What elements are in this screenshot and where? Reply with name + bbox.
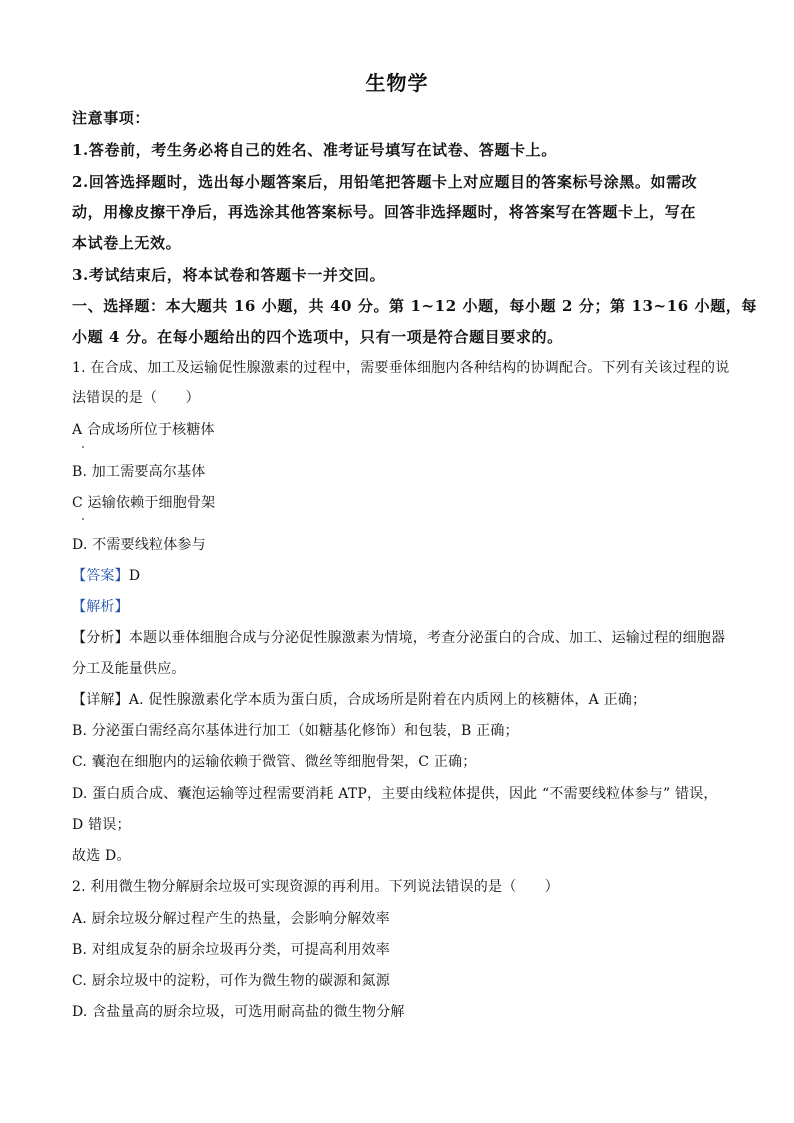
q1-answer (72, 566, 722, 586)
q1-option-b: B. 加工需要高尔基体 (72, 464, 206, 480)
q1-conclusion: 故选 D。 (72, 848, 131, 864)
q1-fenxi-line-1 (72, 628, 726, 648)
xiangjie-a-text: A. 促性腺激素化学本质为蛋白质，合成场所是附着在内质网上的核糖体，A 正确； (128, 692, 647, 708)
notice-item-2-line-2: 动，用橡皮擦干净后，再选涂其他答案标号。回答非选择题时，将答案写在答题卡上，写在 (72, 203, 697, 221)
q2-option-c: C. 厨余垃圾中的淀粉，可作为微生物的碳源和氮源 (72, 973, 390, 989)
q2-option-d: D. 含盐量高的厨余垃圾，可选用耐高盐的微生物分解 (72, 1004, 405, 1020)
q1-xiangjie-c: C. 囊泡在细胞内的运输依赖于微管、微丝等细胞骨架，C 正确； (72, 754, 477, 770)
q1-xiangjie-a (72, 690, 722, 710)
notice-item-1: 1.答卷前，考生务必将自己的姓名、准考证号填写在试卷、答题卡上。 (72, 141, 557, 159)
q1-fenxi-line-2: 分工及能量供应。 (72, 661, 186, 677)
q1-xiangjie-b: B. 分泌蛋白需经高尔基体进行加工（如糖基化修饰）和包装，B 正确； (72, 723, 519, 739)
q1-option-a: A 合成场所位于核糖体 (72, 422, 215, 438)
section-heading-line-1: 一、选择题：本大题共 16 小题，共 40 分。第 1~12 小题，每小题 2 分；第 13~16 小题，每 (72, 297, 758, 315)
q2-option-b: B. 对组成复杂的厨余垃圾再分类，可提高利用效率 (72, 942, 390, 958)
q1-option-d: D. 不需要线粒体参与 (72, 537, 206, 553)
q1-option-c: C 运输依赖于细胞骨架 (72, 495, 216, 511)
section-heading-line-2: 小题 4 分。在每小题给出的四个选项中，只有一项是符合题目要求的。 (72, 328, 563, 346)
answer-value: D (128, 568, 141, 584)
decorative-dot (82, 446, 84, 448)
q2-option-a: A. 厨余垃圾分解过程产生的热量，会影响分解效率 (72, 911, 390, 927)
decorative-dot (82, 518, 84, 520)
xiangjie-label: 【详解】 (72, 692, 129, 708)
q1-stem-line-1: 1. 在合成、加工及运输促性腺激素的过程中，需要垂体细胞内各种结构的协调配合。下列有关该过程的说 (72, 360, 730, 376)
q1-xiangjie-d-line-2: D 错误； (72, 817, 131, 833)
q2-stem: 2. 利用微生物分解厨余垃圾可实现资源的再利用。下列说法错误的是（ ） (72, 879, 560, 895)
notice-item-3: 3.考试结束后，将本试卷和答题卡一并交回。 (72, 266, 386, 284)
notice-item-2-line-3: 本试卷上无效。 (72, 234, 182, 252)
answer-label: 【答案】 (72, 568, 129, 584)
fenxi-text: 本题以垂体细胞合成与分泌促性腺激素为情境，考查分泌蛋白的合成、加工、运输过程的细胞器 (128, 630, 726, 646)
q1-analysis-label: 【解析】 (72, 599, 129, 615)
page-title: 生物学 (365, 71, 429, 95)
q1-stem-line-2: 法错误的是（ ） (72, 390, 200, 406)
q1-xiangjie-d-line-1: D. 蛋白质合成、囊泡运输等过程需要消耗 ATP，主要由线粒体提供，因此 “不需要线粒体参与” 错误， (72, 786, 718, 802)
notice-heading: 注意事项： (72, 109, 151, 127)
fenxi-label: 【分析】 (72, 630, 129, 646)
notice-item-2-line-1: 2.回答选择题时，选出每小题答案后，用铅笔把答题卡上对应题目的答案标号涂黑。如需改 (72, 173, 698, 191)
